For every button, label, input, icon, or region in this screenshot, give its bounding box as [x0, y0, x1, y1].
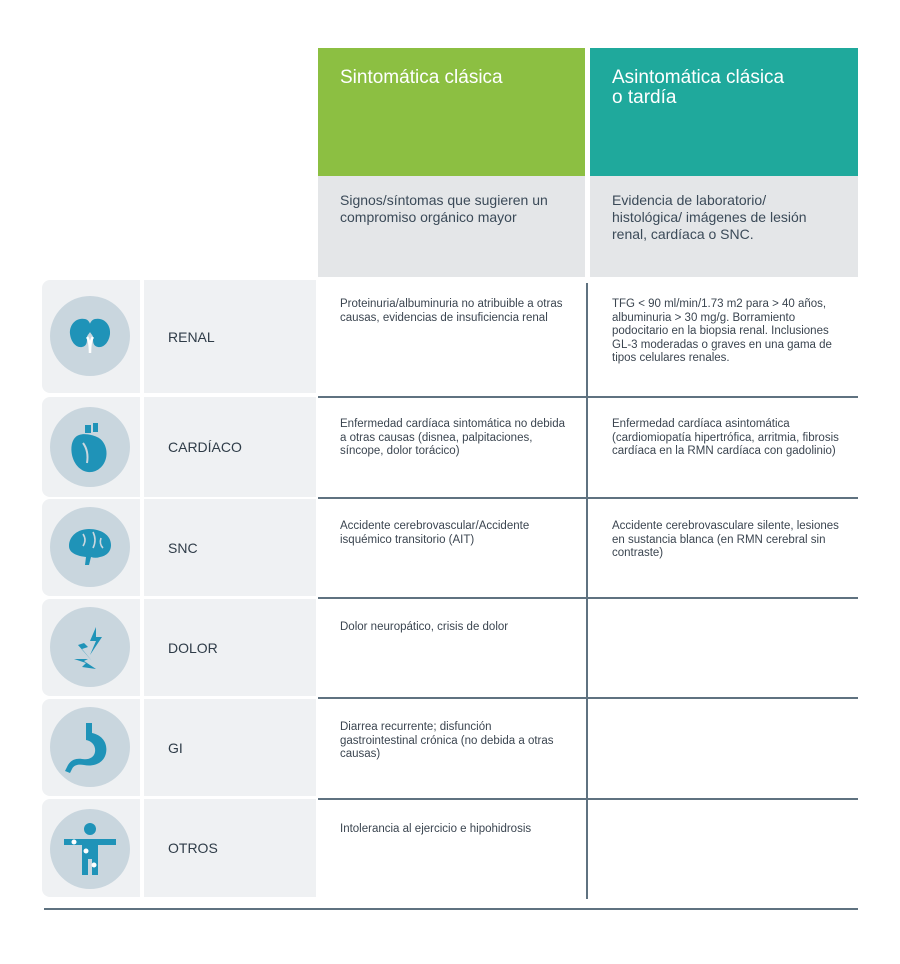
brain-icon — [50, 507, 130, 587]
column-header-symptomatic — [318, 48, 585, 176]
column-title-asymptomatic-line2: o tardía — [612, 87, 677, 108]
cell-symptomatic: Enfermedad cardíaca sintomática no debida a otras causas (disnea, palpitaciones, síncope, dolor torácico) — [340, 418, 566, 457]
column-subtitle-asymptomatic: Evidencia de laboratorio/ histológica/ imágenes de lesión renal, cardíaca o SNC. — [590, 176, 858, 277]
lightning-pain-icon — [50, 607, 130, 687]
row-label: GI — [144, 699, 316, 796]
row-label: CARDÍACO — [144, 397, 316, 497]
row-label: RENAL — [144, 280, 316, 393]
cell-asymptomatic: Accidente cerebrovasculare silente, lesiones en sustancia blanca (en RMN cerebral sin contraste) — [612, 520, 839, 559]
kidney-icon — [50, 296, 130, 376]
row-icon-cell — [42, 280, 140, 393]
column-divider — [586, 283, 588, 899]
column-header-asymptomatic — [590, 48, 858, 176]
heart-icon — [50, 407, 130, 487]
row-divider — [318, 497, 858, 499]
column-subtitle-symptomatic: Signos/síntomas que sugieren un compromiso orgánico mayor — [318, 176, 585, 277]
table-bottom-rule — [44, 908, 858, 910]
cell-symptomatic: Proteinuria/albuminuria no atribuible a otras causas, evidencias de insuficiencia renal — [340, 298, 563, 324]
cell-symptomatic: Dolor neuropático, crisis de dolor — [340, 621, 509, 633]
row-label: SNC — [144, 499, 316, 596]
body-figure-icon — [50, 809, 130, 889]
cell-symptomatic: Accidente cerebrovascular/Accidente isquémico transitorio (AIT) — [340, 520, 530, 546]
row-icon-cell — [42, 499, 140, 596]
cell-symptomatic: Diarrea recurrente; disfunción gastrointestinal crónica (no debida a otras causas) — [340, 721, 554, 760]
row-label: DOLOR — [144, 599, 316, 696]
row-icon-cell — [42, 799, 140, 897]
cell-asymptomatic: Enfermedad cardíaca asintomática (cardiomiopatía hipertrófica, arritmia, fibrosis cardíaca en la RMN cardíaca con gadolinio) — [612, 418, 839, 457]
row-divider — [318, 597, 858, 599]
cell-symptomatic: Intolerancia al ejercicio e hipohidrosis — [340, 823, 532, 835]
row-icon-cell — [42, 397, 140, 497]
row-label: OTROS — [144, 799, 316, 897]
row-icon-cell — [42, 699, 140, 796]
column-title-symptomatic: Sintomática clásica — [340, 67, 503, 88]
stomach-icon — [50, 707, 130, 787]
row-icon-cell — [42, 599, 140, 696]
row-divider — [318, 697, 858, 699]
cell-asymptomatic: TFG < 90 ml/min/1.73 m2 para > 40 años, albuminuria > 30 mg/g. Borramiento podocitario en la biopsia renal. Inclusiones GL-3 moderadas o graves en una gama de tipos celulares renales. — [612, 298, 832, 364]
column-title-asymptomatic-line1: Asintomática clásica — [612, 67, 785, 88]
row-divider — [318, 396, 858, 398]
row-divider — [318, 798, 858, 800]
